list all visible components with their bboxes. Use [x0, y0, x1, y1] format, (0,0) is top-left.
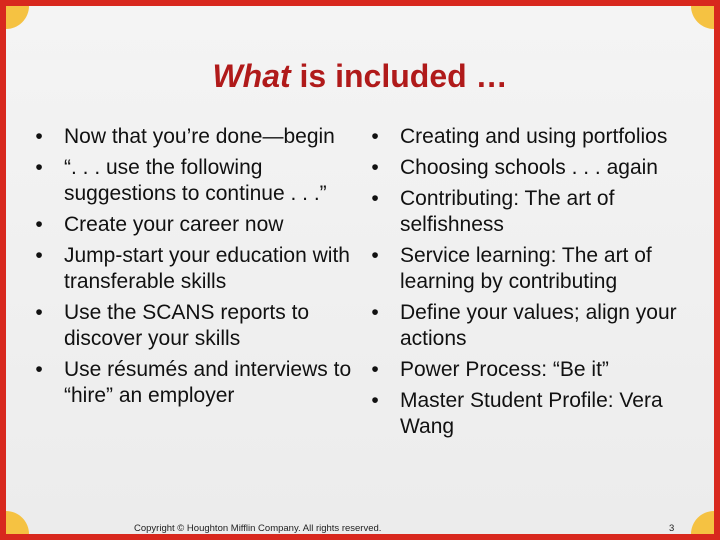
bullet-icon: • [371, 187, 379, 210]
bullet-icon: • [371, 125, 379, 148]
page-number: 3 [669, 523, 675, 534]
bullet-icon: • [371, 156, 379, 179]
title-emphasis: What [212, 58, 291, 94]
bullet-icon: • [371, 301, 379, 324]
list-item [364, 124, 704, 150]
list-item [28, 124, 358, 150]
slide-footer [6, 523, 714, 534]
list-item [364, 300, 704, 352]
list-item [28, 357, 358, 409]
bullet-icon: • [35, 156, 43, 179]
list-item-text: Now that you’re done—begin [64, 125, 335, 148]
list-item-text: “. . . use the following suggestions to continue . . .” [64, 156, 327, 205]
copyright-notice: Copyright © Houghton Mifflin Company. All rights reserved. [134, 523, 382, 534]
list-item [364, 388, 704, 440]
list-item [28, 300, 358, 352]
list-item-text: Contributing: The art of selfishness [400, 187, 615, 236]
bullet-icon: • [371, 244, 379, 267]
bullet-icon: • [35, 125, 43, 148]
list-item-text: Define your values; align your actions [400, 301, 677, 350]
slide-title [6, 58, 714, 95]
bullet-icon: • [35, 213, 43, 236]
list-item [28, 212, 358, 238]
bullet-icon: • [371, 358, 379, 381]
list-item [364, 155, 704, 181]
list-item [28, 155, 358, 207]
list-item-text: Use the SCANS reports to discover your skills [64, 301, 310, 350]
list-item [364, 186, 704, 238]
list-item-text: Power Process: “Be it” [400, 358, 609, 381]
corner-decoration [6, 6, 29, 29]
list-item-text: Create your career now [64, 213, 284, 236]
left-bullet-list [28, 118, 358, 409]
right-bullet-list [364, 118, 704, 440]
list-item-text: Master Student Profile: Vera Wang [400, 389, 663, 438]
bullet-icon: • [35, 301, 43, 324]
list-item-text: Jump-start your education with transferable skills [64, 244, 350, 293]
list-item [364, 357, 704, 383]
list-item-text: Service learning: The art of learning by contributing [400, 244, 652, 293]
title-rest: is included … [290, 58, 508, 94]
list-item [28, 243, 358, 295]
list-item-text: Creating and using portfolios [400, 125, 668, 148]
list-item-text: Use résumés and interviews to “hire” an employer [64, 358, 352, 407]
bullet-icon: • [35, 358, 43, 381]
slide [6, 6, 714, 534]
list-item-text: Choosing schools . . . again [400, 156, 658, 179]
bullet-icon: • [371, 389, 379, 412]
corner-decoration [691, 6, 714, 29]
list-item [364, 243, 704, 295]
bullet-icon: • [35, 244, 43, 267]
